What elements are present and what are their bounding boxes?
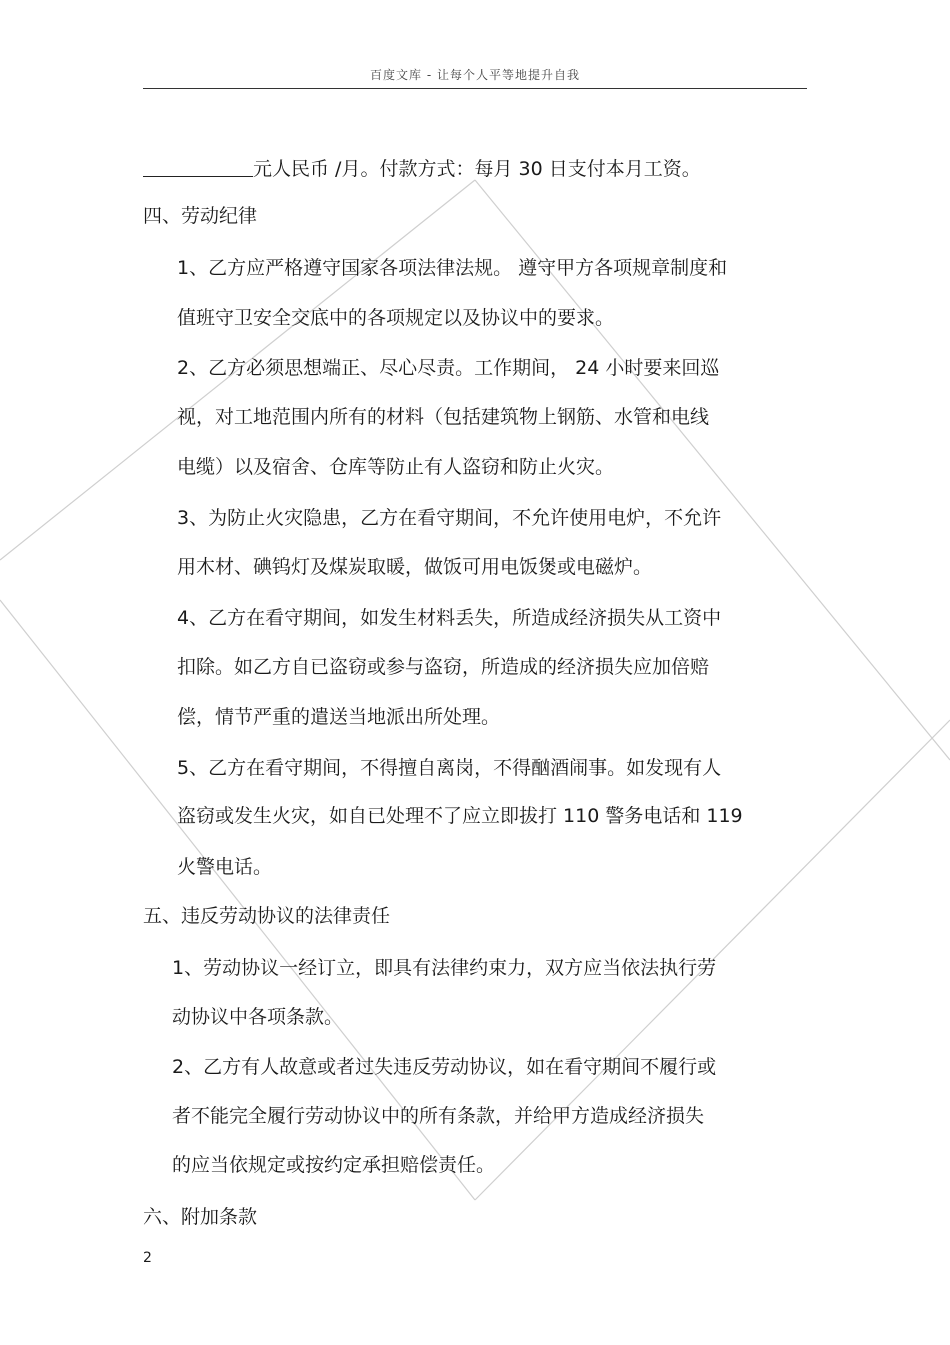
text-line-12: 偿，情节严重的遣送当地派出所处理。 bbox=[177, 706, 501, 728]
text-line-8: 3、为防止火灾隐患，乙方在看守期间，不允许使用电炉，不允许 bbox=[177, 507, 722, 529]
page-number: 2 bbox=[143, 1250, 152, 1266]
section-heading-5: 五、违反劳动协议的法律责任 bbox=[143, 905, 391, 927]
text-line-6: 视，对工地范围内所有的材料（包括建筑物上钢筋、水管和电线 bbox=[177, 406, 710, 428]
section-heading-6: 六、附加条款 bbox=[143, 1206, 258, 1228]
text-line-18: 动协议中各项条款。 bbox=[172, 1006, 344, 1028]
page-header bbox=[143, 62, 807, 89]
text-line-21: 的应当依规定或按约定承担赔偿责任。 bbox=[172, 1154, 496, 1176]
text-line-3: 1、乙方应严格遵守国家各项法律法规。 遵守甲方各项规章制度和 bbox=[177, 257, 728, 279]
text-line-9: 用木材、碘钨灯及煤炭取暖，做饭可用电饭煲或电磁炉。 bbox=[177, 556, 653, 578]
text-line-13: 5、乙方在看守期间，不得擅自离岗，不得酗酒闹事。如发现有人 bbox=[177, 757, 722, 779]
text-line-15: 火警电话。 bbox=[177, 856, 273, 878]
text-line-14: 盗窃或发生火灾，如自已处理不了应立即拔打 110 警务电话和 119 bbox=[177, 805, 743, 827]
text-line-7: 电缆）以及宿舍、仓库等防止有人盗窃和防止火灾。 bbox=[177, 456, 615, 478]
section-heading-4: 四、劳动纪律 bbox=[143, 205, 258, 227]
text-line-1 bbox=[143, 157, 701, 181]
header-text: 百度文库 - 让每个人平等地提升自我 bbox=[370, 68, 580, 82]
text-line-10: 4、乙方在看守期间，如发生材料丢失，所造成经济损失从工资中 bbox=[177, 607, 722, 629]
text-line-4: 值班守卫安全交底中的各项规定以及协议中的要求。 bbox=[177, 307, 615, 329]
text-line-11: 扣除。如乙方自已盗窃或参与盗窃，所造成的经济损失应加倍赔 bbox=[177, 656, 710, 678]
text-line-5: 2、乙方必须思想端正、尽心尽责。工作期间， 24 小时要来回巡 bbox=[177, 357, 720, 379]
text-line-20: 者不能完全履行劳动协议中的所有条款，并给甲方造成经济损失 bbox=[172, 1105, 705, 1127]
text-line-19: 2、乙方有人故意或者过失违反劳动协议，如在看守期间不履行或 bbox=[172, 1056, 717, 1078]
fill-blank bbox=[143, 158, 253, 177]
text-line-1-content: 元人民币 /月。付款方式：每月 30 日支付本月工资。 bbox=[253, 158, 701, 180]
text-line-17: 1、劳动协议一经订立，即具有法律约束力，双方应当依法执行劳 bbox=[172, 957, 717, 979]
